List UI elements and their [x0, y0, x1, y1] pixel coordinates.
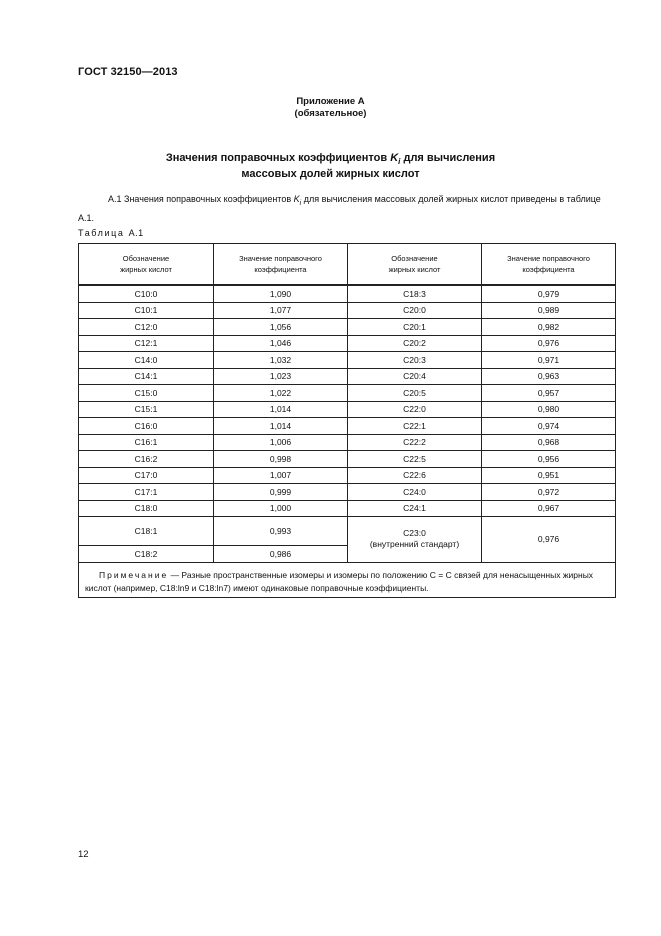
header-text: коэффициента — [254, 265, 307, 274]
para-text-after: для вычисления массовых долей жирных кислот приведены в таблице А.1. — [78, 194, 601, 223]
table-caption — [78, 228, 144, 238]
acid-cell: C12:1 — [79, 335, 214, 352]
value-cell: 0,972 — [482, 484, 616, 501]
table-header-row — [79, 244, 616, 286]
value-cell: 0,982 — [482, 319, 616, 336]
title-subscript: i — [398, 157, 401, 167]
acid-cell: C14:1 — [79, 368, 214, 385]
value-cell-internal-standard: 0,976 — [482, 517, 616, 563]
acid-cell: C20:5 — [348, 385, 482, 402]
table-row — [79, 319, 616, 336]
value-cell: 1,014 — [214, 418, 348, 435]
value-cell: 1,023 — [214, 368, 348, 385]
value-cell: 1,077 — [214, 302, 348, 319]
value-cell: 0,974 — [482, 418, 616, 435]
acid-cell: C16:0 — [79, 418, 214, 435]
header-text: Значение поправочного — [507, 254, 590, 263]
annex-heading — [0, 96, 661, 120]
annex-status: (обязательное) — [294, 108, 367, 119]
acid-cell: C10:1 — [79, 302, 214, 319]
acid-cell: C22:5 — [348, 451, 482, 468]
annex-label: Приложение А — [296, 96, 365, 107]
page-number: 12 — [78, 849, 89, 860]
title-text-after: для вычисления — [400, 152, 496, 164]
table-row — [79, 401, 616, 418]
acid-text: C23:0 — [403, 528, 426, 539]
para-symbol: K — [293, 194, 300, 204]
value-cell: 1,056 — [214, 319, 348, 336]
value-cell: 1,090 — [214, 285, 348, 302]
note-text: — Разные пространственные изомеры и изомеры по положению С = С связей для ненасыщенных жирных кислот (например, С18:ln9 и С18:ln7) имеют одинаковые поправочные коэффициенты. — [85, 569, 594, 593]
acid-cell: C18:2 — [79, 546, 214, 563]
acid-cell: C15:1 — [79, 401, 214, 418]
table-row — [79, 385, 616, 402]
acid-cell: C22:2 — [348, 434, 482, 451]
acid-cell: C17:1 — [79, 484, 214, 501]
acid-cell: C16:2 — [79, 451, 214, 468]
acid-cell: C20:1 — [348, 319, 482, 336]
table-note — [79, 562, 616, 597]
table-caption-number: А.1 — [128, 228, 144, 238]
value-cell: 0,963 — [482, 368, 616, 385]
value-cell: 0,979 — [482, 285, 616, 302]
table-caption-label: Таблица — [78, 228, 125, 238]
acid-cell: C18:1 — [79, 517, 214, 546]
value-cell: 0,957 — [482, 385, 616, 402]
table-row — [79, 434, 616, 451]
table-row — [79, 517, 616, 546]
table-row — [79, 451, 616, 468]
acid-cell: C16:1 — [79, 434, 214, 451]
value-cell: 1,032 — [214, 352, 348, 369]
acid-cell: C20:3 — [348, 352, 482, 369]
acid-cell: C10:0 — [79, 285, 214, 302]
value-cell: 0,971 — [482, 352, 616, 369]
header-acid-1 — [79, 244, 214, 286]
header-text: Обозначение — [122, 254, 170, 263]
acid-cell: C14:0 — [79, 352, 214, 369]
acid-note-text: (внутренний стандарт) — [369, 539, 460, 550]
value-cell: 0,986 — [214, 546, 348, 563]
value-cell: 1,006 — [214, 434, 348, 451]
header-text: коэффициента — [522, 265, 575, 274]
para-text: А.1 Значения поправочных коэффициентов — [108, 194, 294, 204]
title-line-2: массовых долей жирных кислот — [241, 168, 420, 181]
header-text: Значение поправочного — [239, 254, 322, 263]
acid-cell: C22:0 — [348, 401, 482, 418]
acid-cell: C24:0 — [348, 484, 482, 501]
table-row — [79, 368, 616, 385]
table-row — [79, 467, 616, 484]
value-cell: 0,951 — [482, 467, 616, 484]
header-acid-2 — [348, 244, 482, 286]
acid-cell: C17:0 — [79, 467, 214, 484]
para-subscript: i — [299, 199, 302, 207]
acid-cell: C18:3 — [348, 285, 482, 302]
table-row — [79, 500, 616, 517]
header-text: жирных кислот — [388, 265, 441, 274]
table-row — [79, 418, 616, 435]
value-cell: 0,980 — [482, 401, 616, 418]
correction-factors-table — [78, 243, 616, 598]
table-row — [79, 335, 616, 352]
header-value-1 — [214, 244, 348, 286]
table-row — [79, 484, 616, 501]
value-cell: 0,993 — [214, 517, 348, 546]
value-cell: 0,976 — [482, 335, 616, 352]
title-text: Значения поправочных коэффициентов — [165, 152, 391, 164]
acid-cell: C12:0 — [79, 319, 214, 336]
acid-cell-internal-standard — [348, 517, 482, 563]
value-cell: 1,022 — [214, 385, 348, 402]
header-text: Обозначение — [391, 254, 438, 263]
header-value-2 — [482, 244, 616, 286]
acid-cell: C18:0 — [79, 500, 214, 517]
value-cell: 0,999 — [214, 484, 348, 501]
value-cell: 1,014 — [214, 401, 348, 418]
value-cell: 0,967 — [482, 500, 616, 517]
title-line-1 — [0, 152, 661, 168]
value-cell: 0,956 — [482, 451, 616, 468]
table-note-row — [79, 562, 616, 597]
acid-cell: C22:1 — [348, 418, 482, 435]
value-cell: 0,989 — [482, 302, 616, 319]
acid-cell: C20:0 — [348, 302, 482, 319]
acid-cell: C20:4 — [348, 368, 482, 385]
acid-cell: C15:0 — [79, 385, 214, 402]
section-title — [0, 152, 661, 181]
value-cell: 0,968 — [482, 434, 616, 451]
value-cell: 1,046 — [214, 335, 348, 352]
header-text: жирных кислот — [120, 265, 172, 274]
document-header: ГОСТ 32150—2013 — [78, 66, 178, 78]
table-row — [79, 285, 616, 302]
value-cell: 0,998 — [214, 451, 348, 468]
table-row — [79, 302, 616, 319]
acid-cell: C20:2 — [348, 335, 482, 352]
note-label: Примечание — [99, 569, 169, 580]
title-symbol: K — [390, 152, 399, 164]
value-cell: 1,000 — [214, 500, 348, 517]
intro-paragraph — [78, 192, 614, 225]
acid-cell: C24:1 — [348, 500, 482, 517]
acid-cell: C22:6 — [348, 467, 482, 484]
table-row — [79, 352, 616, 369]
value-cell: 1,007 — [214, 467, 348, 484]
